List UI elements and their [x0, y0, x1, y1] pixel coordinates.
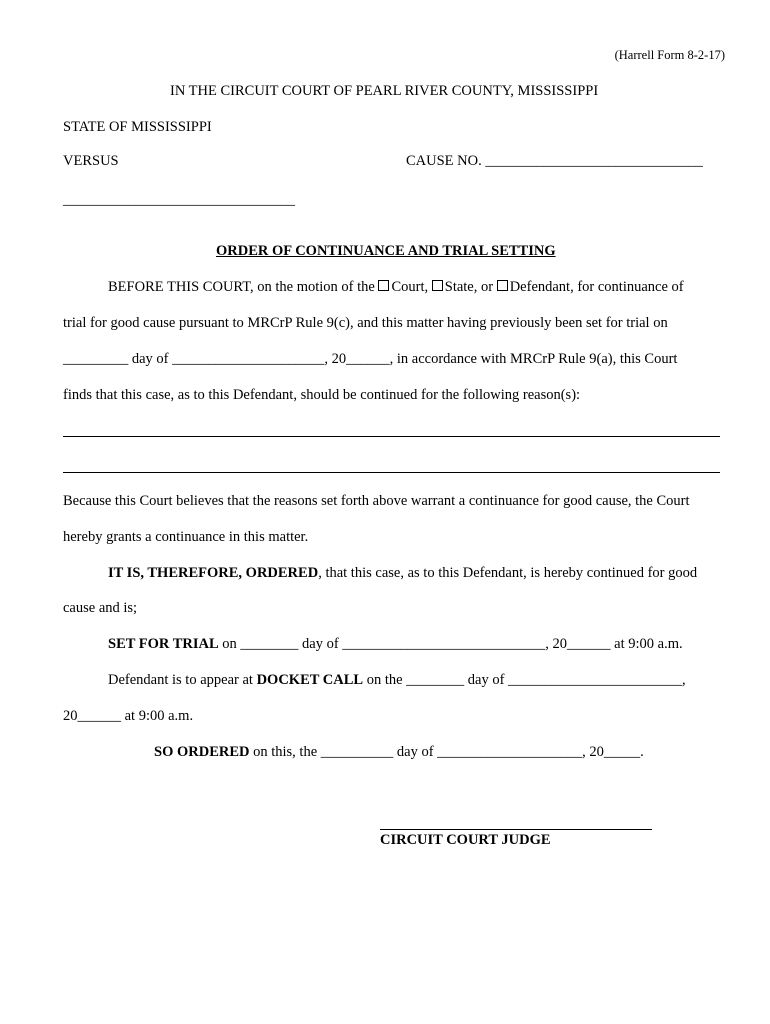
defendant-name-blank[interactable]: ________________________________: [63, 192, 295, 208]
cause-number[interactable]: [406, 152, 703, 170]
trial-setting-line[interactable]: [108, 635, 683, 653]
docket-call-blanks[interactable]: on the ________ day of ________________________,: [363, 672, 686, 688]
motion-line-2: trial for good cause pursuant to MRCrP Rule 9(c), and this matter having previously been set for trial on: [63, 315, 668, 331]
state-checkbox[interactable]: [432, 280, 443, 291]
ordered-bold: IT IS, THEREFORE, ORDERED: [108, 565, 319, 581]
plaintiff-name: STATE OF MISSISSIPPI: [63, 119, 212, 135]
trial-date-blanks[interactable]: on ________ day of ____________________________, 20______ at 9:00 a.m.: [218, 636, 683, 652]
court-checkbox[interactable]: [378, 280, 389, 291]
so-ordered-label: SO ORDERED: [154, 744, 250, 760]
order-title: ORDER OF CONTINUANCE AND TRIAL SETTING: [216, 243, 556, 259]
signature-label: CIRCUIT COURT JUDGE: [380, 832, 551, 848]
court-heading: IN THE CIRCUIT COURT OF PEARL RIVER COUNTY, MISSISSIPPI: [170, 83, 599, 99]
motion-line: [108, 278, 684, 296]
form-id: (Harrell Form 8-2-17): [614, 48, 725, 62]
reason-line-2[interactable]: [63, 472, 720, 473]
ordered-line: [108, 564, 697, 582]
docket-call-line-2[interactable]: 20______ at 9:00 a.m.: [63, 708, 194, 724]
good-cause-line-1: Because this Court believes that the reasons set forth above warrant a continuance for good cause, the Court: [63, 493, 690, 509]
cause-no-label: CAUSE NO.: [406, 153, 482, 169]
docket-call-text: Defendant is to appear at: [108, 672, 257, 688]
motion-text: BEFORE THIS COURT, on the motion of the: [108, 279, 375, 295]
defendant-checkbox[interactable]: [497, 280, 508, 291]
versus-label: VERSUS: [63, 153, 119, 169]
ordered-line-2: cause and is;: [63, 600, 138, 616]
reason-line-1[interactable]: [63, 436, 720, 437]
so-ordered-blanks[interactable]: on this, the __________ day of ____________________, 20_____.: [249, 744, 644, 760]
prior-trial-date-line[interactable]: _________ day of _____________________, 20______, in accordance with MRCrP Rule 9(a), this Court: [63, 351, 678, 367]
docket-call-line[interactable]: [108, 671, 686, 689]
state-option-label: State, or: [444, 279, 494, 295]
cause-no-blank[interactable]: ______________________________: [485, 153, 703, 169]
defendant-option-label: Defendant, for continuance of: [509, 279, 684, 295]
good-cause-line-2: hereby grants a continuance in this matter.: [63, 529, 309, 545]
so-ordered-line[interactable]: [154, 743, 644, 761]
set-for-trial-label: SET FOR TRIAL: [108, 636, 219, 652]
reasons-intro: finds that this case, as to this Defendant, should be continued for the following reason(s):: [63, 387, 581, 403]
ordered-rest: , that this case, as to this Defendant, is hereby continued for good: [318, 565, 698, 581]
docket-call-label: DOCKET CALL: [256, 672, 364, 688]
signature-line[interactable]: [380, 829, 652, 830]
court-option-label: Court,: [391, 279, 429, 295]
